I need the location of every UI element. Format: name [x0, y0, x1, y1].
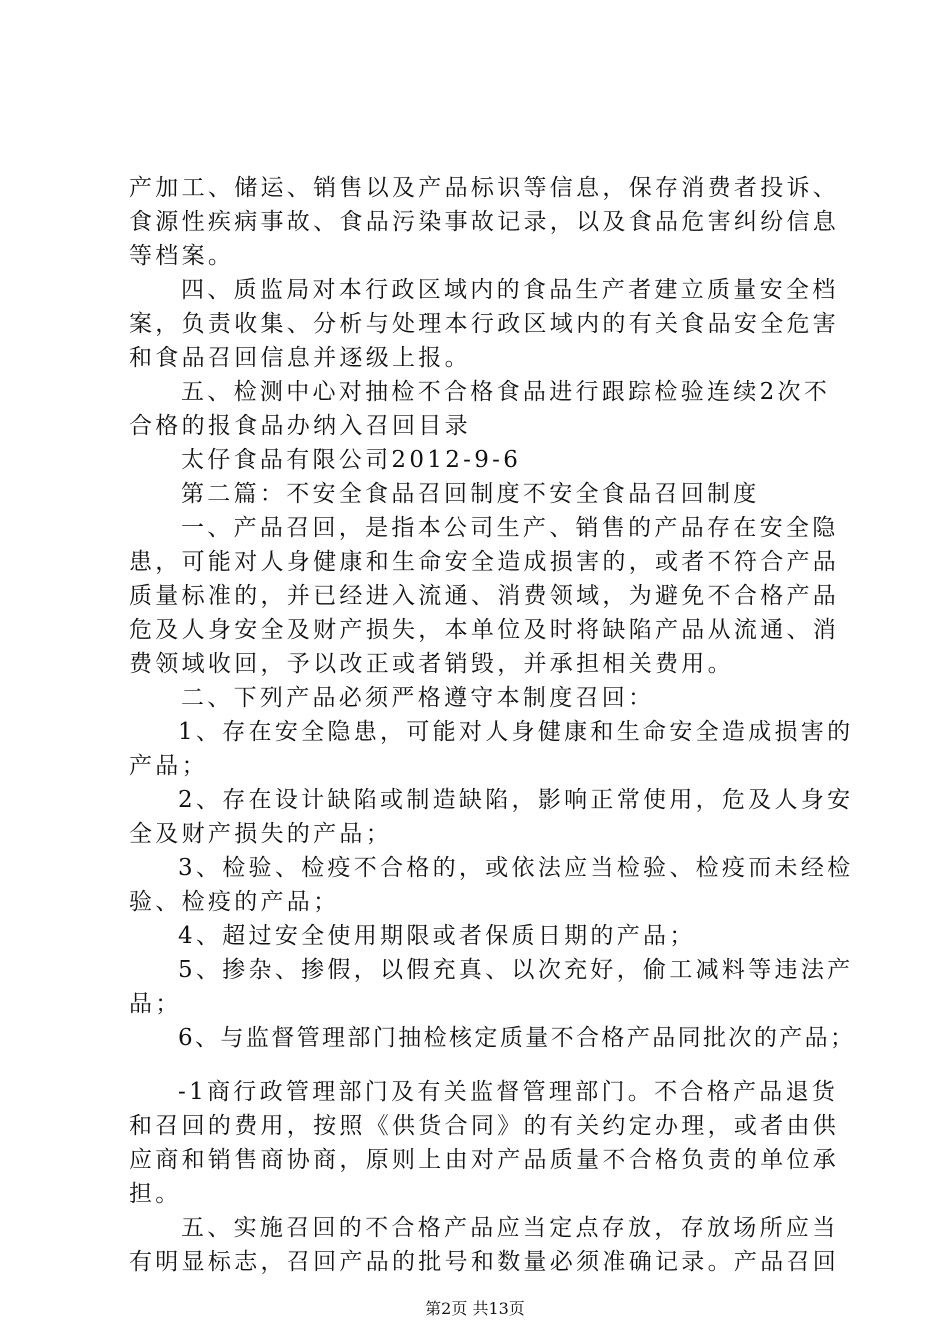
body-text-line: 品； [129, 991, 182, 1017]
section-four-line: 四、质监局对本行政区域内的食品生产者建立质量安全档 [181, 277, 839, 303]
body-text-line: 食源性疾病事故、食品污染事故记录，以及食品危害纠纷信息 [129, 209, 840, 235]
body-text-line: 案，负责收集、分析与处理本行政区域内的有关食品安全危害 [129, 311, 840, 337]
body-text-line: -1商行政管理部门及有关监督管理部门。不合格产品退货 [178, 1079, 839, 1105]
body-text-line: 费领域收回，予以改正或者销毁，并承担相关费用。 [129, 651, 734, 677]
body-text-line: 等档案。 [129, 243, 235, 269]
body-text-line: 担。 [129, 1181, 182, 1207]
body-text-line: 验、检疫的产品； [129, 889, 340, 915]
section-five-line: 五、检测中心对抽检不合格食品进行跟踪检验连续2次不 [181, 379, 831, 405]
body-text-line: 和食品召回信息并逐级上报。 [129, 345, 471, 371]
body-text-line: 质量标准的，并已经进入流通、消费领域，为避免不合格产品 [129, 583, 840, 609]
company-date-line: 太仔食品有限公司2012-9-6 [181, 447, 522, 473]
body-text-line: 和召回的费用，按照《供货合同》的有关约定办理，或者由供 [129, 1113, 840, 1139]
list-item-1: 1、存在安全隐患，可能对人身健康和生命安全造成损害的 [178, 719, 854, 745]
list-item-2: 2、存在设计缺陷或制造缺陷，影响正常使用，危及人身安 [178, 787, 854, 813]
list-item-3: 3、检验、检疫不合格的，或依法应当检验、检疫而未经检 [178, 855, 854, 881]
body-text-line: 患，可能对人身健康和生命安全造成损害的，或者不符合产品 [129, 549, 840, 575]
body-text-line: 合格的报食品办纳入召回目录 [129, 413, 471, 439]
clause-one-line: 一、产品召回，是指本公司生产、销售的产品存在安全隐 [181, 515, 839, 541]
chapter-heading: 第二篇：不安全食品召回制度不安全食品召回制度 [181, 481, 760, 507]
section-five-line: 五、实施召回的不合格产品应当定点存放，存放场所应当 [181, 1215, 839, 1241]
body-text-line: 产品； [129, 753, 208, 779]
list-item-5: 5、掺杂、掺假，以假充真、以次充好，偷工减料等违法产 [178, 957, 854, 983]
body-text-line: 全及财产损失的产品； [129, 821, 392, 847]
clause-two-line: 二、下列产品必须严格遵守本制度召回： [181, 685, 655, 711]
page-number-footer: 第2页 共13页 [425, 1299, 525, 1318]
body-text-line: 应商和销售商协商，原则上由对产品质量不合格负责的单位承 [129, 1147, 840, 1173]
body-text-line: 有明显标志，召回产品的批号和数量必须准确记录。产品召回 [129, 1249, 840, 1275]
list-item-4: 4、超过安全使用期限或者保质日期的产品； [178, 923, 696, 949]
list-item-6: 6、与监督管理部门抽检核定质量不合格产品同批次的产品； [178, 1025, 856, 1051]
body-text-line: 产加工、储运、销售以及产品标识等信息，保存消费者投诉、 [129, 175, 840, 201]
body-text-line: 危及人身安全及财产损失，本单位及时将缺陷产品从流通、消 [129, 617, 840, 643]
